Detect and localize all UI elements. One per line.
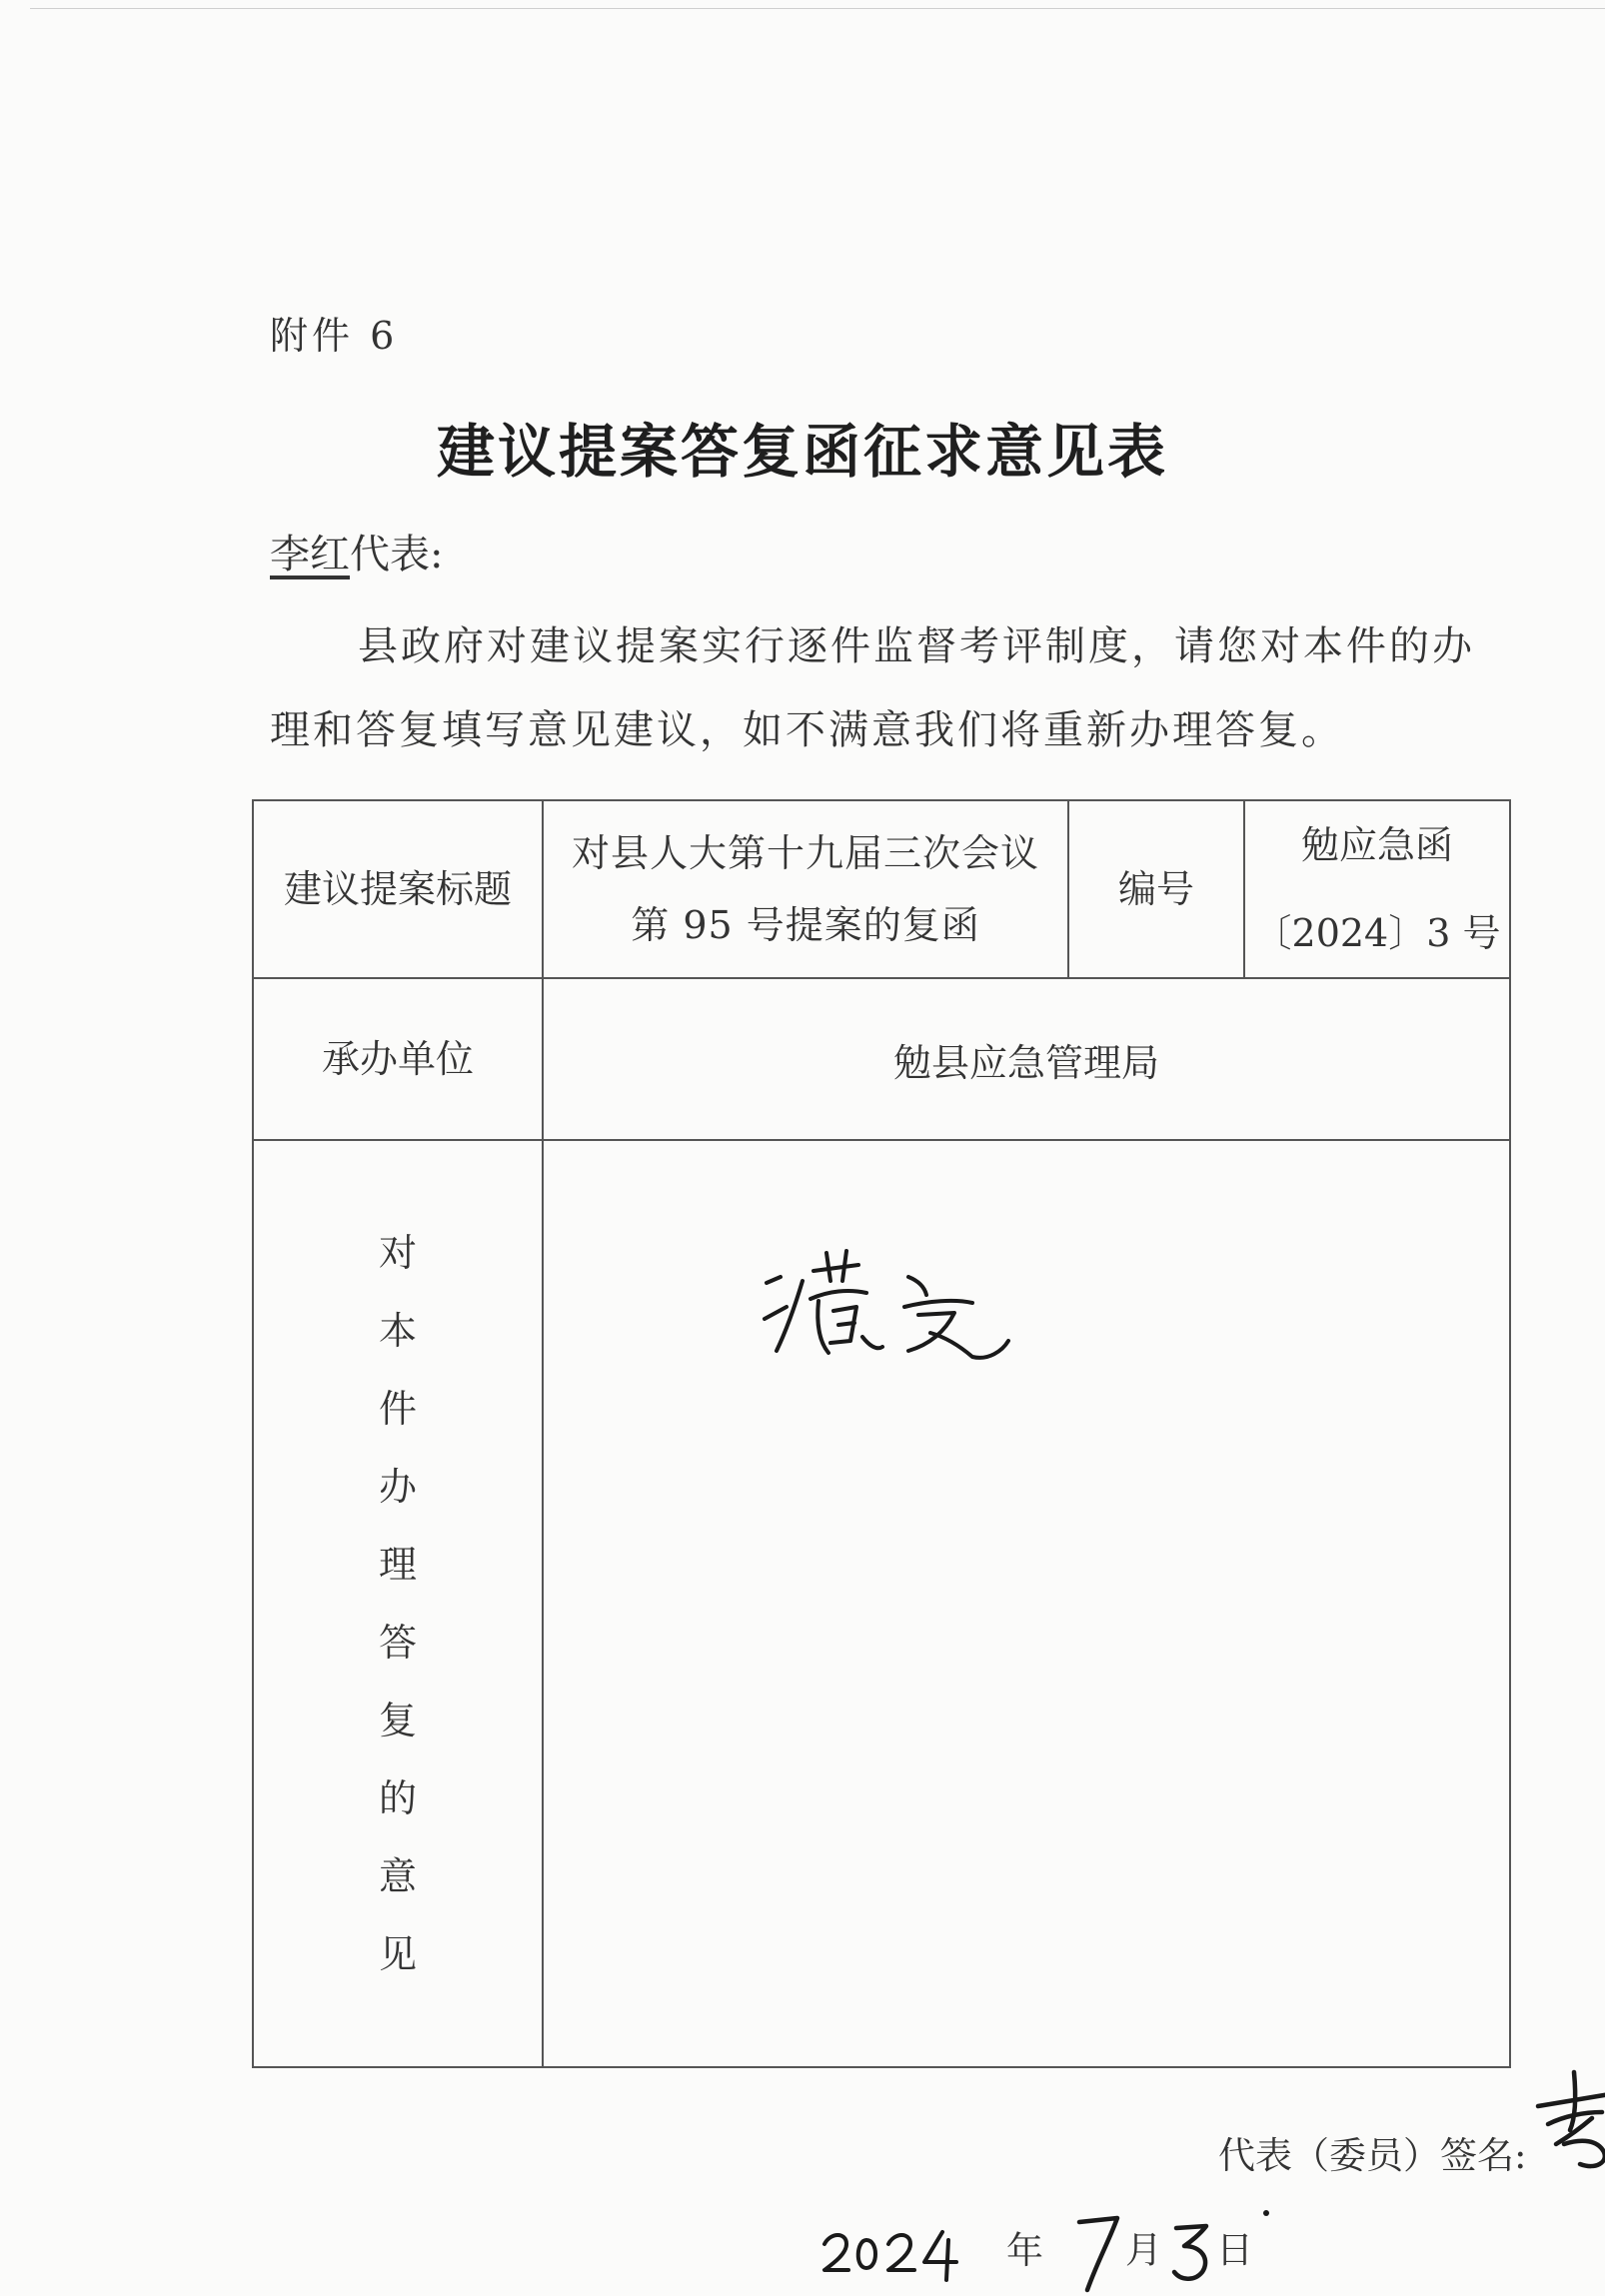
salutation-suffix: 代表:: [350, 532, 444, 577]
recipient-name: 李红: [270, 532, 350, 577]
handwritten-opinion-mark: [759, 1241, 1058, 1371]
form-row-opinion: [253, 1140, 1510, 2067]
unit-value-cell: 勉县应急管理局: [543, 978, 1510, 1140]
document-title: 建议提案答复函征求意见表: [436, 418, 1168, 486]
number-value-line-2: 〔2024〕3 号: [1253, 911, 1501, 955]
title-label-cell: 建议提案标题: [253, 800, 543, 978]
form-row-unit: [253, 978, 1510, 1140]
salutation: [270, 523, 443, 579]
number-label-cell: 编号: [1068, 800, 1244, 978]
opinion-area: [544, 1141, 1527, 2272]
number-value-line-1: 勉应急函: [1300, 823, 1453, 867]
opinion-label-char: 见: [378, 1932, 417, 1976]
signature-label: 代表（委员）签名:: [1218, 2134, 1527, 2177]
opinion-label-char: 件: [378, 1387, 417, 1431]
title-value-line-2: 第 95 号提案的复函: [631, 903, 980, 947]
opinion-label-char: 意: [378, 1854, 417, 1898]
opinion-form-table: [252, 799, 1527, 2272]
body-paragraph: 县政府对建议提案实行逐件监督考评制度，请您对本件的办理和答复填写意见建议，如不满意我们将重新办理答复。: [270, 623, 1475, 753]
attachment-label: 附件 6: [270, 314, 399, 358]
title-value-cell: [543, 800, 1068, 978]
number-value-cell: [1244, 800, 1510, 978]
opinion-label-char: 本: [378, 1309, 417, 1353]
date-line: [818, 2210, 1269, 2296]
ink-dot: [1263, 2210, 1269, 2216]
handwritten-signature: [1528, 2060, 1605, 2180]
opinion-label-char: 理: [378, 1543, 417, 1587]
opinion-label-char: 对: [378, 1231, 417, 1275]
opinion-label-char: 复: [378, 1699, 417, 1742]
month-unit: 月: [1125, 2228, 1162, 2272]
opinion-content-cell: [543, 1140, 1527, 2272]
opinion-label-char: 办: [378, 1465, 417, 1509]
year-unit: 年: [1006, 2228, 1043, 2272]
form-row-title: [253, 800, 1510, 978]
scan-edge-line: [30, 8, 1605, 9]
handwritten-day: [1168, 2218, 1216, 2288]
day-unit: 日: [1216, 2228, 1253, 2272]
opinion-label-char: 答: [378, 1621, 417, 1665]
title-value-line-1: 对县人大第十九届三次会议: [571, 831, 1039, 875]
opinion-label-char: 的: [378, 1776, 417, 1820]
opinion-label-cell: [253, 1140, 543, 2067]
handwritten-year: [818, 2218, 978, 2288]
unit-label-cell: 承办单位: [253, 978, 543, 1140]
handwritten-month: [1073, 2210, 1125, 2296]
